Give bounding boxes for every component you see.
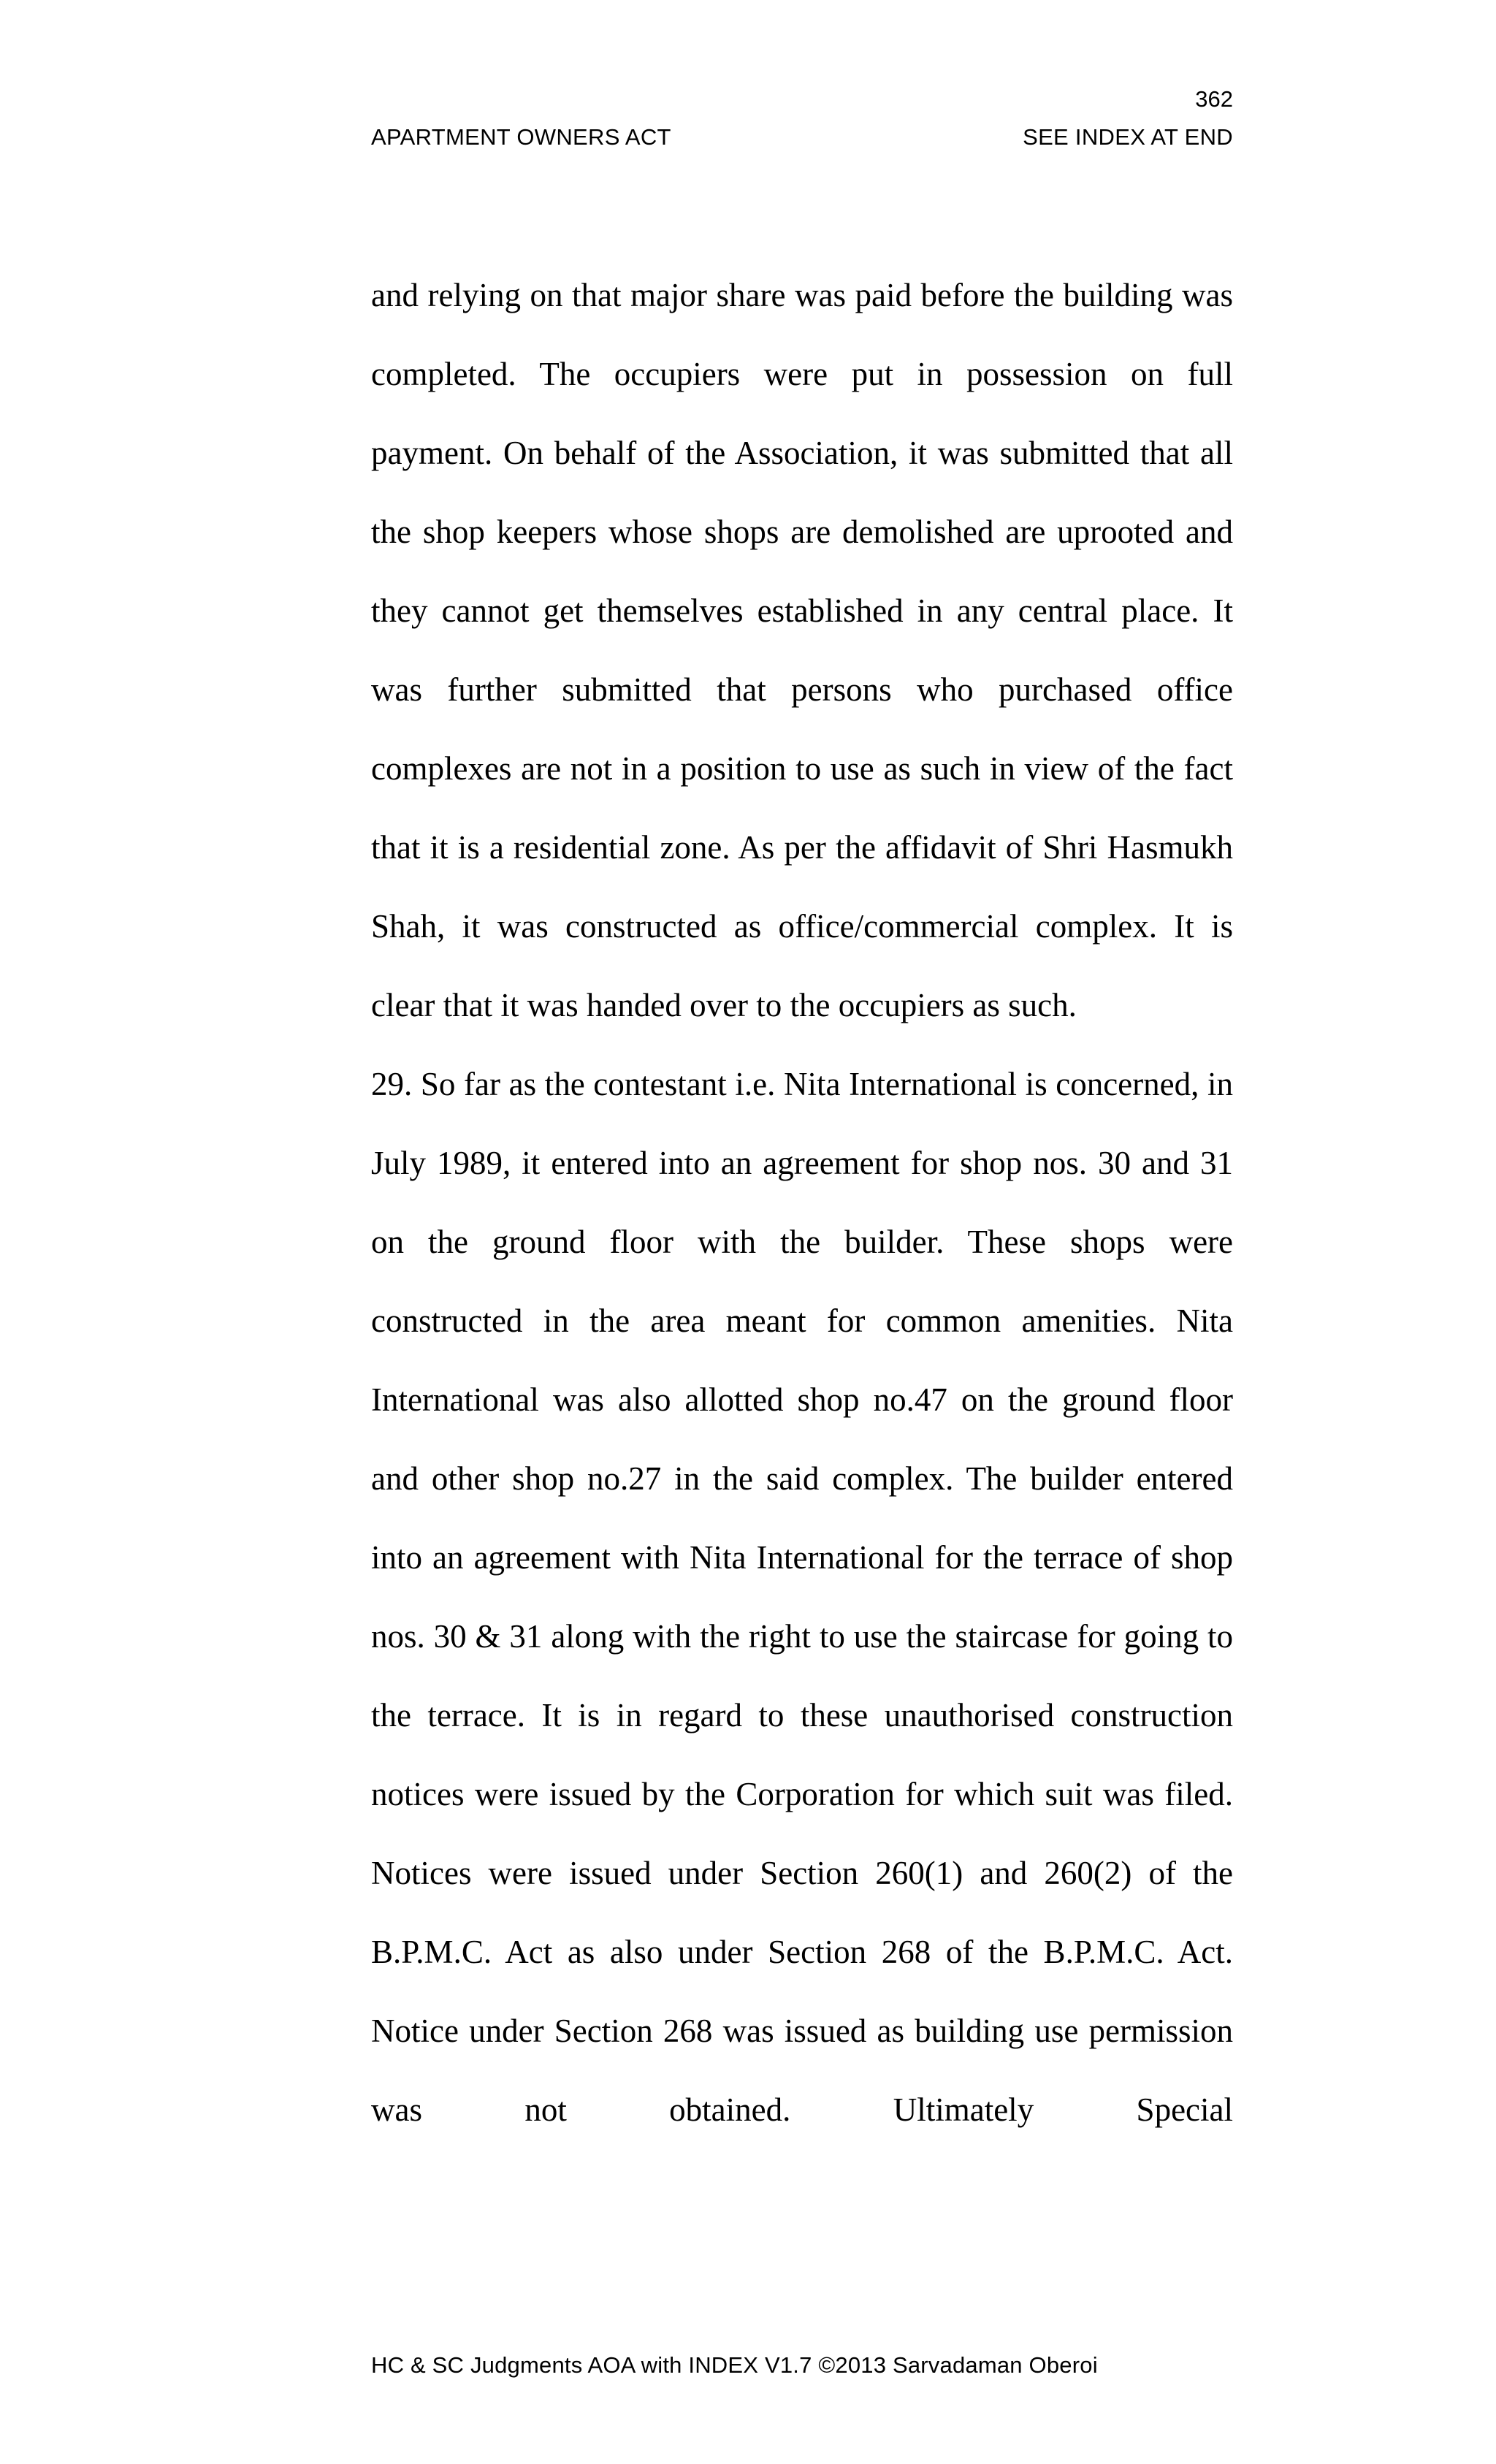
page-footer: HC & SC Judgments AOA with INDEX V1.7 ©2013 Sarvadaman Oberoi (371, 2352, 1098, 2378)
header-left-title: APARTMENT OWNERS ACT (371, 124, 671, 150)
document-body (371, 256, 1233, 2149)
body-paragraph-1: and relying on that major share was paid before the building was completed. The occupiers were put in possession on full payment. On behalf of the Association, it was submitted that all the shop keepers whose shops are demolished are uprooted and they cannot get themselves established in any central place. It was further submitted that persons who purchased office complexes are not in a position to use as such in view of the fact that it is a residential zone. As per the affidavit of Shri Hasmukh Shah, it was constructed as office/commercial complex. It is clear that it was handed over to the occupiers as such. (371, 277, 1233, 1023)
header-right-note: SEE INDEX AT END (1023, 124, 1233, 150)
body-paragraph-2: 29. So far as the contestant i.e. Nita International is concerned, in July 1989, it entered into an agreement for shop nos. 30 and 31 on the ground floor with the builder. These shops were constructed in the area meant for common amenities. Nita International was also allotted shop no.47 on the ground floor and other shop no.27 in the said complex. The builder entered into an agreement with Nita International for the terrace of shop nos. 30 & 31 along with the right to use the staircase for going to the terrace. It is in regard to these unauthorised construction notices were issued by the Corporation for which suit was filed. Notices were issued under Section 260(1) and 260(2) of the B.P.M.C. Act as also under Section 268 of the B.P.M.C. Act. Notice under Section 268 was issued as building use permission was not obtained. Ultimately Special (371, 1066, 1233, 2128)
running-header (371, 126, 1233, 148)
page-number: 362 (1195, 86, 1233, 112)
